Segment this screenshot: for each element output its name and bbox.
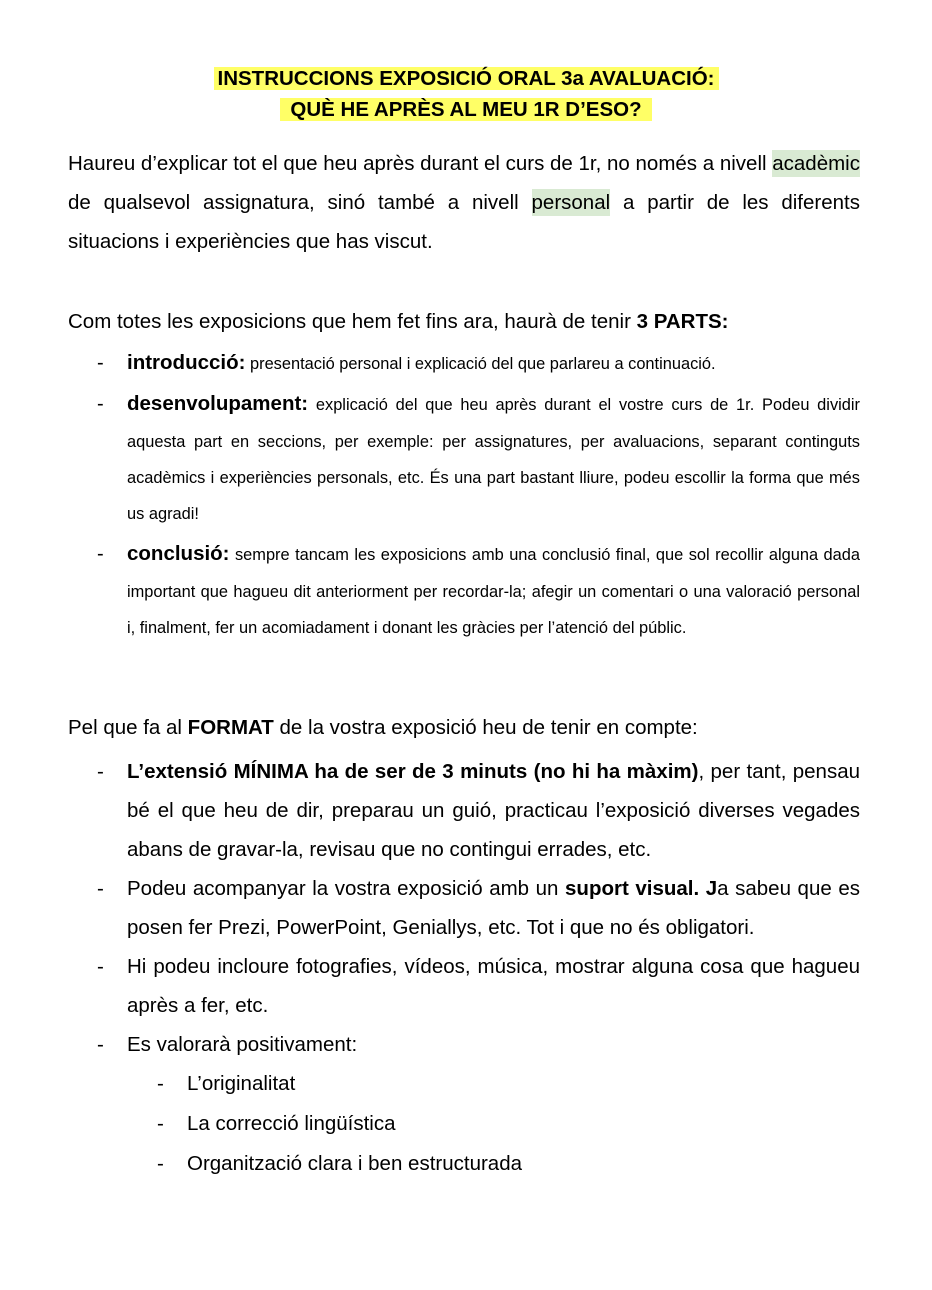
title-line-1: [0, 63, 932, 94]
document-title: [0, 63, 932, 125]
list-item: [97, 1025, 860, 1184]
part-term: desenvolupament:: [127, 392, 309, 416]
format-list: [97, 752, 860, 1184]
part-term: introducció:: [127, 351, 246, 374]
intro-text-1: Haureu d’explicar tot el que heu après durant el curs de 1r, no només a nivell: [68, 152, 773, 175]
format-intro-text-1: Pel que fa al: [68, 716, 188, 739]
format-item-text: a sabeu que es posen fer Prezi, PowerPoint, Geniallys, etc. Tot i que no és obligatori.: [127, 877, 860, 939]
list-item: - Organització clara i ben estructurada: [157, 1144, 860, 1184]
format-intro-text-2: de la vostra exposició heu de tenir en compte:: [273, 716, 698, 739]
part-description: explicació del que heu après durant el vostre curs de 1r. Podeu dividir aquesta part en seccions, per exemple: per assignatures, per avaluacions, separant continguts acadèmics i experiències personals, etc. És una part bastant lliure, podeu escollir la forma que més us agradi!: [127, 396, 860, 524]
part-description: presentació personal i explicació del que parlareu a continuació.: [245, 355, 716, 373]
title-line-2-text: QUÈ HE APRÈS AL MEU 1R D’ESO?: [280, 98, 651, 121]
highlight-personal: personal: [531, 191, 611, 214]
format-item-bold: suport visual. J: [565, 877, 718, 900]
format-item-bold: L’extensió MÍNIMA ha de ser de 3 minuts (no hi ha màxim): [127, 760, 699, 783]
list-item: - La correcció lingüística: [157, 1104, 860, 1144]
list-item: [97, 536, 860, 646]
intro-paragraph: [68, 144, 860, 261]
parts-intro-text: Com totes les exposicions que hem fet fins ara, haurà de tenir: [68, 310, 637, 333]
intro-text-2: de qualsevol assignatura, sinó també a nivell: [68, 191, 532, 214]
format-item-text: , per tant, pensau bé el que heu de dir, preparau un guió, practicau l’exposició diverses vegades abans de gravar-la, revisau que no contingui errades, etc.: [127, 760, 860, 861]
parts-list: [97, 345, 860, 646]
list-item: [97, 386, 860, 532]
list-item: [97, 869, 860, 947]
format-item-text: Podeu acompanyar la vostra exposició amb un: [127, 877, 566, 900]
evaluation-criteria-list: [157, 1064, 860, 1184]
title-line-2: [0, 94, 932, 125]
highlight-academic: acadèmic: [772, 152, 860, 175]
title-line-1-text: INSTRUCCIONS EXPOSICIÓ ORAL 3a AVALUACIÓ:: [214, 67, 719, 90]
list-item: [97, 752, 860, 869]
format-intro-bold: FORMAT: [187, 716, 274, 739]
list-item: [97, 947, 860, 1025]
parts-intro-bold: 3 PARTS:: [636, 310, 729, 333]
part-description: sempre tancam les exposicions amb una conclusió final, que sol recollir alguna dada important que hagueu dit anteriorment per recordar-la; afegir un comentari o una valoració personal i, finalment, fer un acomiadament i donant les gràcies per l’atenció del públic.: [127, 546, 860, 638]
list-item: [97, 345, 860, 382]
format-item-text: Hi podeu incloure fotografies, vídeos, música, mostrar alguna cosa que hagueu après a fer, etc.: [127, 955, 860, 1017]
parts-intro: [68, 307, 729, 337]
format-item-text: Es valorarà positivament:: [127, 1033, 358, 1056]
intro-text-3: a partir de les diferents situacions i experiències que has viscut.: [68, 191, 860, 253]
list-item: - L’originalitat: [157, 1064, 860, 1104]
part-term: conclusió:: [127, 542, 230, 566]
format-intro: [68, 713, 698, 743]
